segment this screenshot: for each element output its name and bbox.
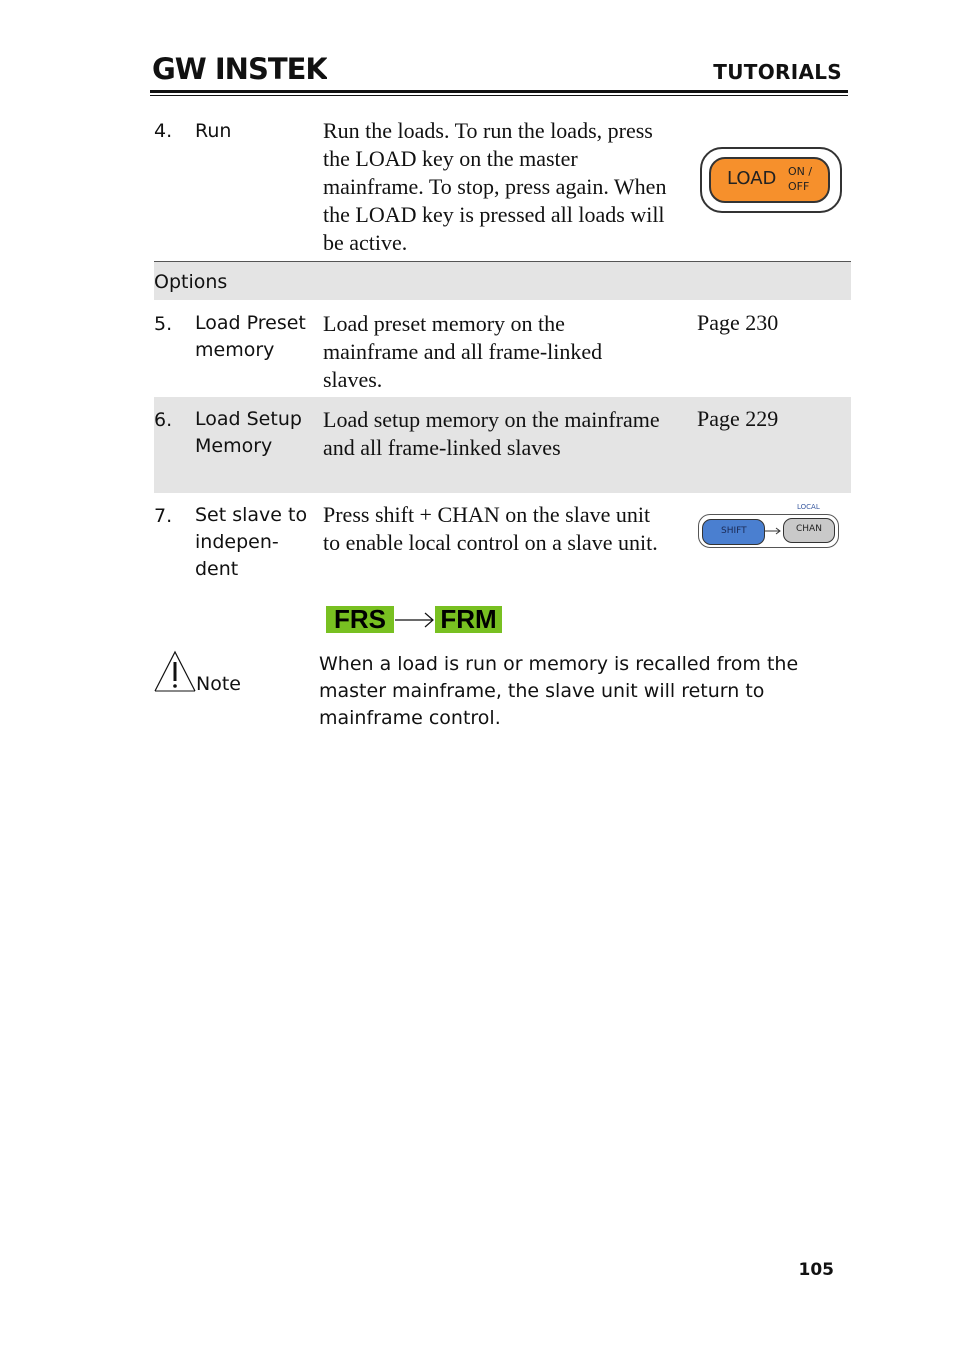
step-label-line: Memory <box>195 435 273 457</box>
display-frm: FRM <box>435 606 502 633</box>
step-label-line: indepen- <box>195 531 279 553</box>
step-label-line: memory <box>195 339 275 361</box>
step-label <box>195 406 313 460</box>
note-text: When a load is run or memory is recalled from the master mainframe, the slave unit will return to mainframe control. <box>319 653 799 729</box>
display-frs: FRS <box>326 606 394 633</box>
step-label <box>195 502 313 583</box>
step-description: Run the loads. To run the loads, press the LOAD key on the master mainframe. To stop, press again. When the LOAD key is pressed all loads will be active. <box>323 118 667 255</box>
warning-icon <box>153 650 197 692</box>
page-number: 105 <box>798 1260 834 1280</box>
load-key-sublabel <box>788 164 812 194</box>
step-label <box>195 310 313 364</box>
step-label-line: dent <box>195 558 239 580</box>
load-key-off: OFF <box>788 180 810 193</box>
options-heading-band <box>154 262 851 300</box>
chan-key-label: CHAN <box>796 524 822 534</box>
options-heading: Options <box>154 271 228 293</box>
section-title: TUTORIALS <box>713 60 842 84</box>
arrow-right-icon <box>765 526 783 536</box>
step-number: 4. <box>154 120 173 142</box>
step-description: Press shift + CHAN on the slave unit to enable local control on a slave unit. <box>323 502 658 555</box>
load-key-label: LOAD <box>727 168 777 189</box>
page-reference: Page 230 <box>697 310 779 335</box>
arrow-right-icon <box>395 610 435 630</box>
shift-key-label: SHIFT <box>721 526 747 536</box>
step-description: Load preset memory on the mainframe and all frame-linked slaves. <box>323 311 603 392</box>
note-label: Note <box>196 673 241 695</box>
step-label-line: Load Preset <box>195 312 306 334</box>
step-label-line: Set slave to <box>195 504 308 526</box>
local-label: LOCAL <box>797 503 820 511</box>
header-rule-thin <box>150 95 848 96</box>
step-number: 5. <box>154 313 173 335</box>
step-number: 7. <box>154 505 173 527</box>
step-description: Load setup memory on the mainframe and all frame-linked slaves <box>323 407 660 460</box>
load-key-on: ON / <box>788 165 813 178</box>
step-number: 6. <box>154 409 173 431</box>
logo-text: GW INSTEK <box>152 52 327 84</box>
step-label-line: Load Setup <box>195 408 302 430</box>
gw-instek-logo <box>152 52 327 84</box>
header-rule <box>150 90 848 93</box>
page-reference: Page 229 <box>697 406 779 431</box>
step-label: Run <box>195 120 232 142</box>
